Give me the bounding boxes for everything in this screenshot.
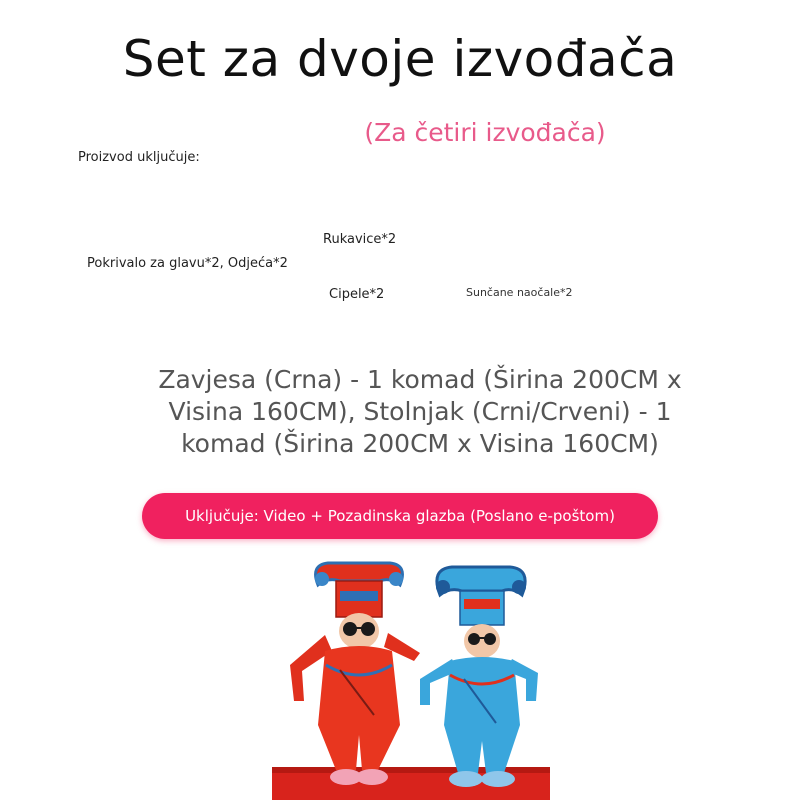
item-headwear-clothing: Pokrivalo za glavu*2, Odjeća*2 (87, 256, 288, 271)
page-title: Set za dvoje izvođača (122, 30, 678, 88)
red-costume-performer (290, 563, 420, 785)
item-gloves: Rukavice*2 (323, 232, 397, 247)
blue-costume-performer (420, 567, 538, 787)
includes-banner (142, 493, 658, 539)
item-shoes: Cipele*2 (329, 287, 385, 302)
includes-banner-text: Uključuje: Video + Pozadinska glazba (Poslano e-poštom) (185, 507, 615, 525)
includes-label: Proizvod uključuje: (78, 150, 200, 165)
costume-photo (270, 555, 550, 800)
set-description: Zavjesa (Crna) - 1 komad (Širina 200CM x Visina 160CM), Stolnjak (Crni/Crveni) - 1 komad (Širina 200CM x Visina 160CM) (158, 365, 682, 458)
page-subtitle: (Za četiri izvođača) (364, 118, 606, 147)
item-sunglasses: Sunčane naočale*2 (466, 286, 573, 299)
